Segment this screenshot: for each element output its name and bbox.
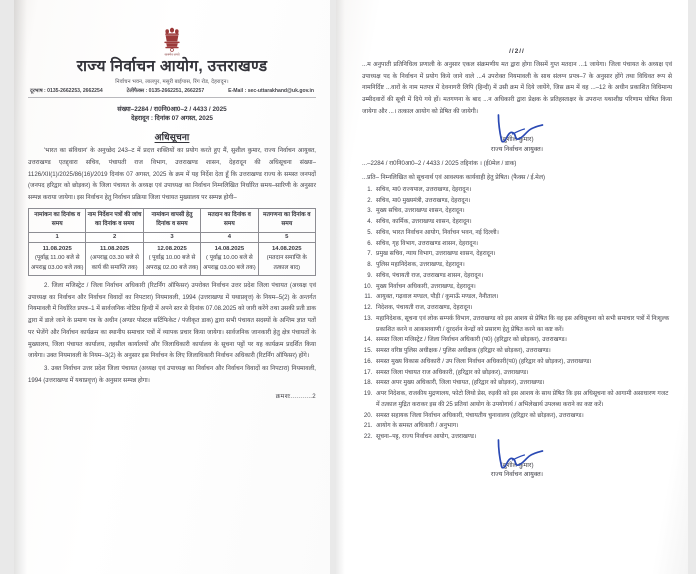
signature-block-top [362, 119, 672, 155]
email-label: E-Mail : sec-uttarakhand@uk.gov.in [228, 87, 314, 94]
list-item: 13. महानिदेशक, सूचना एवं लोक सम्पर्क विभाग, उत्तराखण्ड को इस आशय से प्रेषित कि वह इस अधिसूचना को सभी समाचार पत्रों में निःशुल्क प्रकाशित करने व आकाशवाणी / दूरदर्शन केन्द्रों को प्रसारण हेतु प्रेषित करने का कष्ट करें। [374, 314, 672, 336]
paragraph-2: 2. जिला मजिस्ट्रेट / जिला निर्वाचन अधिकारी (रिटर्निंग ऑफिसर) उपरोक्त निर्वाचन उत्तर प्रदेश जिला पंचायत (अध्यक्ष एवं उपाध्यक्ष का निर्वाचन और निर्वाचन विवादों का निपटारा) नियमावली, 1994 (उत्तराखण्ड में यथाप्रवृत्त) के नियम–5(2) के अन्तर्गत नियमावली में निर्धारित प्रपत्र–1 में सार्वजनिक नोटिस हिन्दी में अपने स्तर से दिनांक 07.08.2025 को जारी करेंगे तथा उसकी प्रती डाक द्वारा में डाले जाने के प्रमाण पत्र के अधीन (अण्डर पोस्टल सर्टिफिकेट / पंजीकृत डाक) द्वारा सभी पंचायत सदस्यों के अन्तिम ज्ञात पतों पर भेजेंगे और निर्वाचन कार्यक्रम का स्थानीय समाचार पत्रों में व्यापक प्रचार किया जायेगा। सार्वजनिक जानकारी हेतु क्षेत्र पंचायतों के मुख्यालय, जिला पंचायत कार्यालय, तहसील कार्यालयों और जिलाधिकारी कार्यालय के सूचना पट्टों पर यह कार्यक्रम प्रदर्शित किया जायेगा। उक्त नियमावली के नियम–3(2) के अनुसार इस निर्वाचन के लिए जिलाधिकारी निर्वाचन अधिकारी (रिटर्निंग ऑफिसर) होंगे। [28, 282, 316, 360]
list-item: 19. अपर निदेशक, राजकीय मुद्रणालय, फोटो लिथो प्रेस, रुड़की को इस आशय के साथ प्रेषित कि इस अधिसूचना को आगामी असाधारण गजट में तत्काल मुद्रित कराकर इस की 25 प्रतियां आयोग के उपयोगार्थ / अभिलेखार्थ उपलब्ध कराने का कष्ट करें। [374, 389, 672, 411]
organisation-title: राज्य निर्वाचन आयोग, उत्तराखण्ड [76, 58, 268, 75]
table-row [29, 242, 316, 275]
column-header-polling: मतदान का दिनांक व समय [201, 208, 258, 232]
list-item: 18. समस्त अपर मुख्य अधिकारी, जिला पंचायत, (हरिद्वार को छोड़कर), उत्तराखण्ड। [374, 378, 672, 389]
schedule-date: 12.08.2025 [157, 245, 187, 252]
paragraph-continued: ...म अनुपाती प्रतिनिधित्व प्रणाली के अनुसार एकल संक्रमणीय मत द्वारा होगा जिसमें गुप्त मतदान ...1 जायेगा। जिला पंचायत के अध्यक्ष एवं उपाध्यक्ष पद के निर्वाचन में प्रयोग किये जाने वाले ...4 उपरोक्त नियमावली के साथ संलग्न प्रपत्र–7 के अनुसार होंगे तथा विधिवत रूप से नामनिर्दिष्ट ...वारों के नाम मतपत्र में देवनागरी लिपि (हिन्दी) में उसी क्रम में दिये जायेंगे, जिस क्रम में वह ...–12 के अधीन प्रकाशित विधिमान्य उम्मीदवारों की सूची में दिये गये हों। मतगणना के बाद ...न अधिकारी द्वारा प्रेक्षक के प्रतिहस्ताक्षर के उपरान्त यथाशीघ्र परिणाम घोषित किया जायेगा और ...। तत्काल आयोग को प्रेषित की जायेगी। [362, 61, 672, 115]
schedule-cell-nomination [29, 242, 86, 275]
schedule-cell-counting [258, 242, 315, 275]
list-item: 8. पुलिस महानिदेशक, उत्तराखण्ड, देहरादून। [374, 260, 672, 271]
list-item: 2. सचिव, मा0 मुख्यमंत्री, उत्तराखण्ड, देहरादून। [374, 196, 672, 207]
schedule-time: (अपराह्न 03.30 बजे से कार्य की समाप्ति तक) [90, 255, 139, 271]
list-item: 11. आयुक्त, गढ़वाल मण्डल, पौड़ी / कुमाऊँ मण्डल, नैनीताल। [374, 292, 672, 303]
column-number: 5 [258, 232, 315, 242]
document-page-1 [14, 0, 330, 574]
schedule-cell-withdrawal [143, 242, 200, 275]
schedule-date: 11.08.2025 [42, 245, 72, 252]
column-number: 4 [201, 232, 258, 242]
page-title [28, 130, 316, 143]
column-header-counting: मतगणना का दिनांक व समय [258, 208, 315, 232]
table-header-row [29, 208, 316, 232]
list-item: 3. मुख्य सचिव, उत्तराखण्ड शासन, देहरादून। [374, 206, 672, 217]
list-item: 6. सचिव, गृह विभाग, उत्तराखण्ड शासन, देहरादून। [374, 239, 672, 250]
schedule-cell-polling [201, 242, 258, 275]
column-header-nomination: नामांकन का दिनांक व समय [29, 208, 86, 232]
schedule-date: 14.08.2025 [214, 245, 245, 252]
list-item: 5. सचिव, भारत निर्वाचन आयोग, निर्वाचन भवन, नई दिल्ली। [374, 228, 672, 239]
schedule-time: (मतदान समाप्ति के तत्काल बाद) [266, 255, 307, 271]
signatory-designation: राज्य निर्वाचन आयुक्त। [490, 145, 544, 153]
paragraph-1: 'भारत का संविधान' के अनुच्छेद 243–ट में प्रदत्त शक्तियों का प्रयोग करते हुए मैं, सुशील कुमार, राज्य निर्वाचन आयुक्त, उत्तराखण्ड एतद्द्वारा सचिव, पंचायती राज विभाग, उत्तराखण्ड शासन, देहरादून की अधिसूचना संख्या–1126/XII(1)/2025/86(16)/2019 दिनांक 07 अगस्त, 2025 के क्रम में यह निर्देश देता हूँ कि उत्तराखण्ड राज्य के समस्त जनपदों (जनपद हरिद्वार को छोड़कर) के जिला पंचायत के अध्यक्ष एवं उपाध्यक्ष का निर्वाचन निम्नलिखित निर्धारित समय–सारिणी के अनुसार सम्पन्न कराया जायेगा। इस निर्वाचन हेतु निर्वाचन प्रक्रिया जिला पंचायत मुख्यालय पर सम्पन्न होगी– [28, 147, 316, 202]
copy-reference-number: ...–2284 / रा0नि0आ0–2 / 4433 / 2025 तद्दिनांक । (ई0मेल / डाक) [362, 159, 517, 167]
election-schedule-table [28, 208, 316, 276]
signatory-name: (सुशील कुमार) [500, 136, 534, 144]
reference-place-date: देहरादून : दिनांक 07 अगस्त, 2025 [131, 115, 213, 123]
schedule-date: 11.08.2025 [100, 245, 130, 252]
list-item: 4. सचिव, कार्मिक, उत्तराखण्ड शासन, देहरादून। [374, 217, 672, 228]
schedule-cell-scrutiny [86, 242, 143, 275]
list-item: 21. आयोग के समस्त अधिकारी / अनुभाग। [374, 421, 672, 432]
column-header-withdrawal: नामांकन वापसी हेतु दिनांक व समय [143, 208, 200, 232]
copy-forward-line: ...प्रति– निम्नलिखित को सूचनार्थ एवं आवश्यक कार्यवाही हेतु प्रेषित। (फैक्स / ई.मेल) [362, 173, 545, 181]
list-item: 15. समस्त वरिष्ठ पुलिस अधीक्षक / पुलिस अधीक्षक (हरिद्वार को छोड़कर), उत्तराखण्ड। [374, 346, 672, 357]
column-number: 2 [86, 232, 143, 242]
column-header-scrutiny: नाम निर्देशन पत्रों की जांच का दिनांक व समय [86, 208, 143, 232]
svg-text:सत्यमेव जयते: सत्यमेव जयते [164, 52, 180, 56]
list-item: 20. समस्त सहायक जिला निर्वाचन अधिकारी, पंचायतीय चुनावालय (हरिद्वार को छोड़कर), उत्तराखण्ड। [374, 411, 672, 422]
list-item: 1. सचिव, मा0 राज्यपाल, उत्तराखण्ड, देहरादून। [374, 185, 672, 196]
list-item: 7. प्रमुख सचिव, न्याय विभाग, उत्तराखण्ड शासन, देहरादून। [374, 249, 672, 260]
signature-block-bottom [362, 445, 672, 481]
schedule-time: ( पूर्वाह्न 10.00 बजे से अपराह्न 02.00 बजे तक) [145, 255, 199, 271]
list-item: 9. सचिव, पंचायती राज, उत्तराखण्ड शासन, देहरादून। [374, 271, 672, 282]
signatory-designation: राज्य निर्वाचन आयुक्त। [490, 471, 544, 479]
reference-number: संख्या–2284 / रा0नि0आ0–2 / 4433 / 2025 [117, 105, 227, 113]
signatory-name: (सुशील कुमार) [500, 461, 534, 469]
fax-label: टेलीफैक्स : 0135-2662251, 2662257 [126, 87, 205, 94]
contact-row [28, 88, 316, 96]
continued-marker: क्रमशः...........2 [275, 393, 316, 401]
phone-label: दूरभाष : 0135-2662253, 2662254 [30, 87, 103, 94]
list-item: 17. समस्त जिला पंचायत राज अधिकारी, (हरिद्वार को छोड़कर), उत्तराखण्ड। [374, 368, 672, 379]
table-number-row [29, 232, 316, 242]
page-title-text: अधिसूचना [154, 132, 190, 143]
list-item: 16. समस्त मुख्य विकास अधिकारी / उप जिला निर्वाचन अधिकारी(प0) (हरिद्वार को छोड़कर), उत्तराखण्ड। [374, 357, 672, 368]
column-number: 1 [29, 232, 86, 242]
state-emblem-of-india [28, 26, 316, 56]
organisation-address: निर्वाचन भवन, लालपुर, मसूरी बाईपास, रिंग रोड, देहरादून। [115, 78, 229, 85]
column-number: 3 [143, 232, 200, 242]
page-number-marker: //2// [509, 48, 525, 55]
schedule-date: 14.08.2025 [272, 245, 302, 252]
list-item: 14. समस्त जिला मजिस्ट्रेट / जिला निर्वाचन अधिकारी (प0) (हरिद्वार को छोड़कर), उत्तराखण्ड। [374, 335, 672, 346]
list-item: 12. निदेशक, पंचायती राज, उत्तराखण्ड, देहरादून। [374, 303, 672, 314]
schedule-time: (पूर्वाह्न 11.00 बजे से अपराह्न 03.00 बजे तक) [30, 255, 84, 271]
distribution-list [362, 185, 672, 443]
header-divider [28, 97, 316, 98]
schedule-time: ( पूर्वाह्न 10.00 बजे से अपराह्न 03.00 बजे तक) [203, 255, 256, 271]
list-item: 22. सूचना–पट्ट, राज्य निर्वाचन आयोग, उत्तराखण्ड। [374, 432, 672, 443]
document-page-2 [336, 0, 688, 574]
list-item: 10. मुख्य निर्वाचन अधिकारी, उत्तराखण्ड, देहरादून। [374, 282, 672, 293]
paragraph-3: 3. उक्त निर्वाचन उत्तर प्रदेश जिला पंचायत (अध्यक्ष एवं उपाध्यक्ष का निर्वाचन और निर्वाचन विवादों का निपटारा) नियमावली, 1994 (उत्तराखण्ड में यथाप्रवृत्त) के अनुसार सम्पन्न होगा। [28, 364, 316, 384]
